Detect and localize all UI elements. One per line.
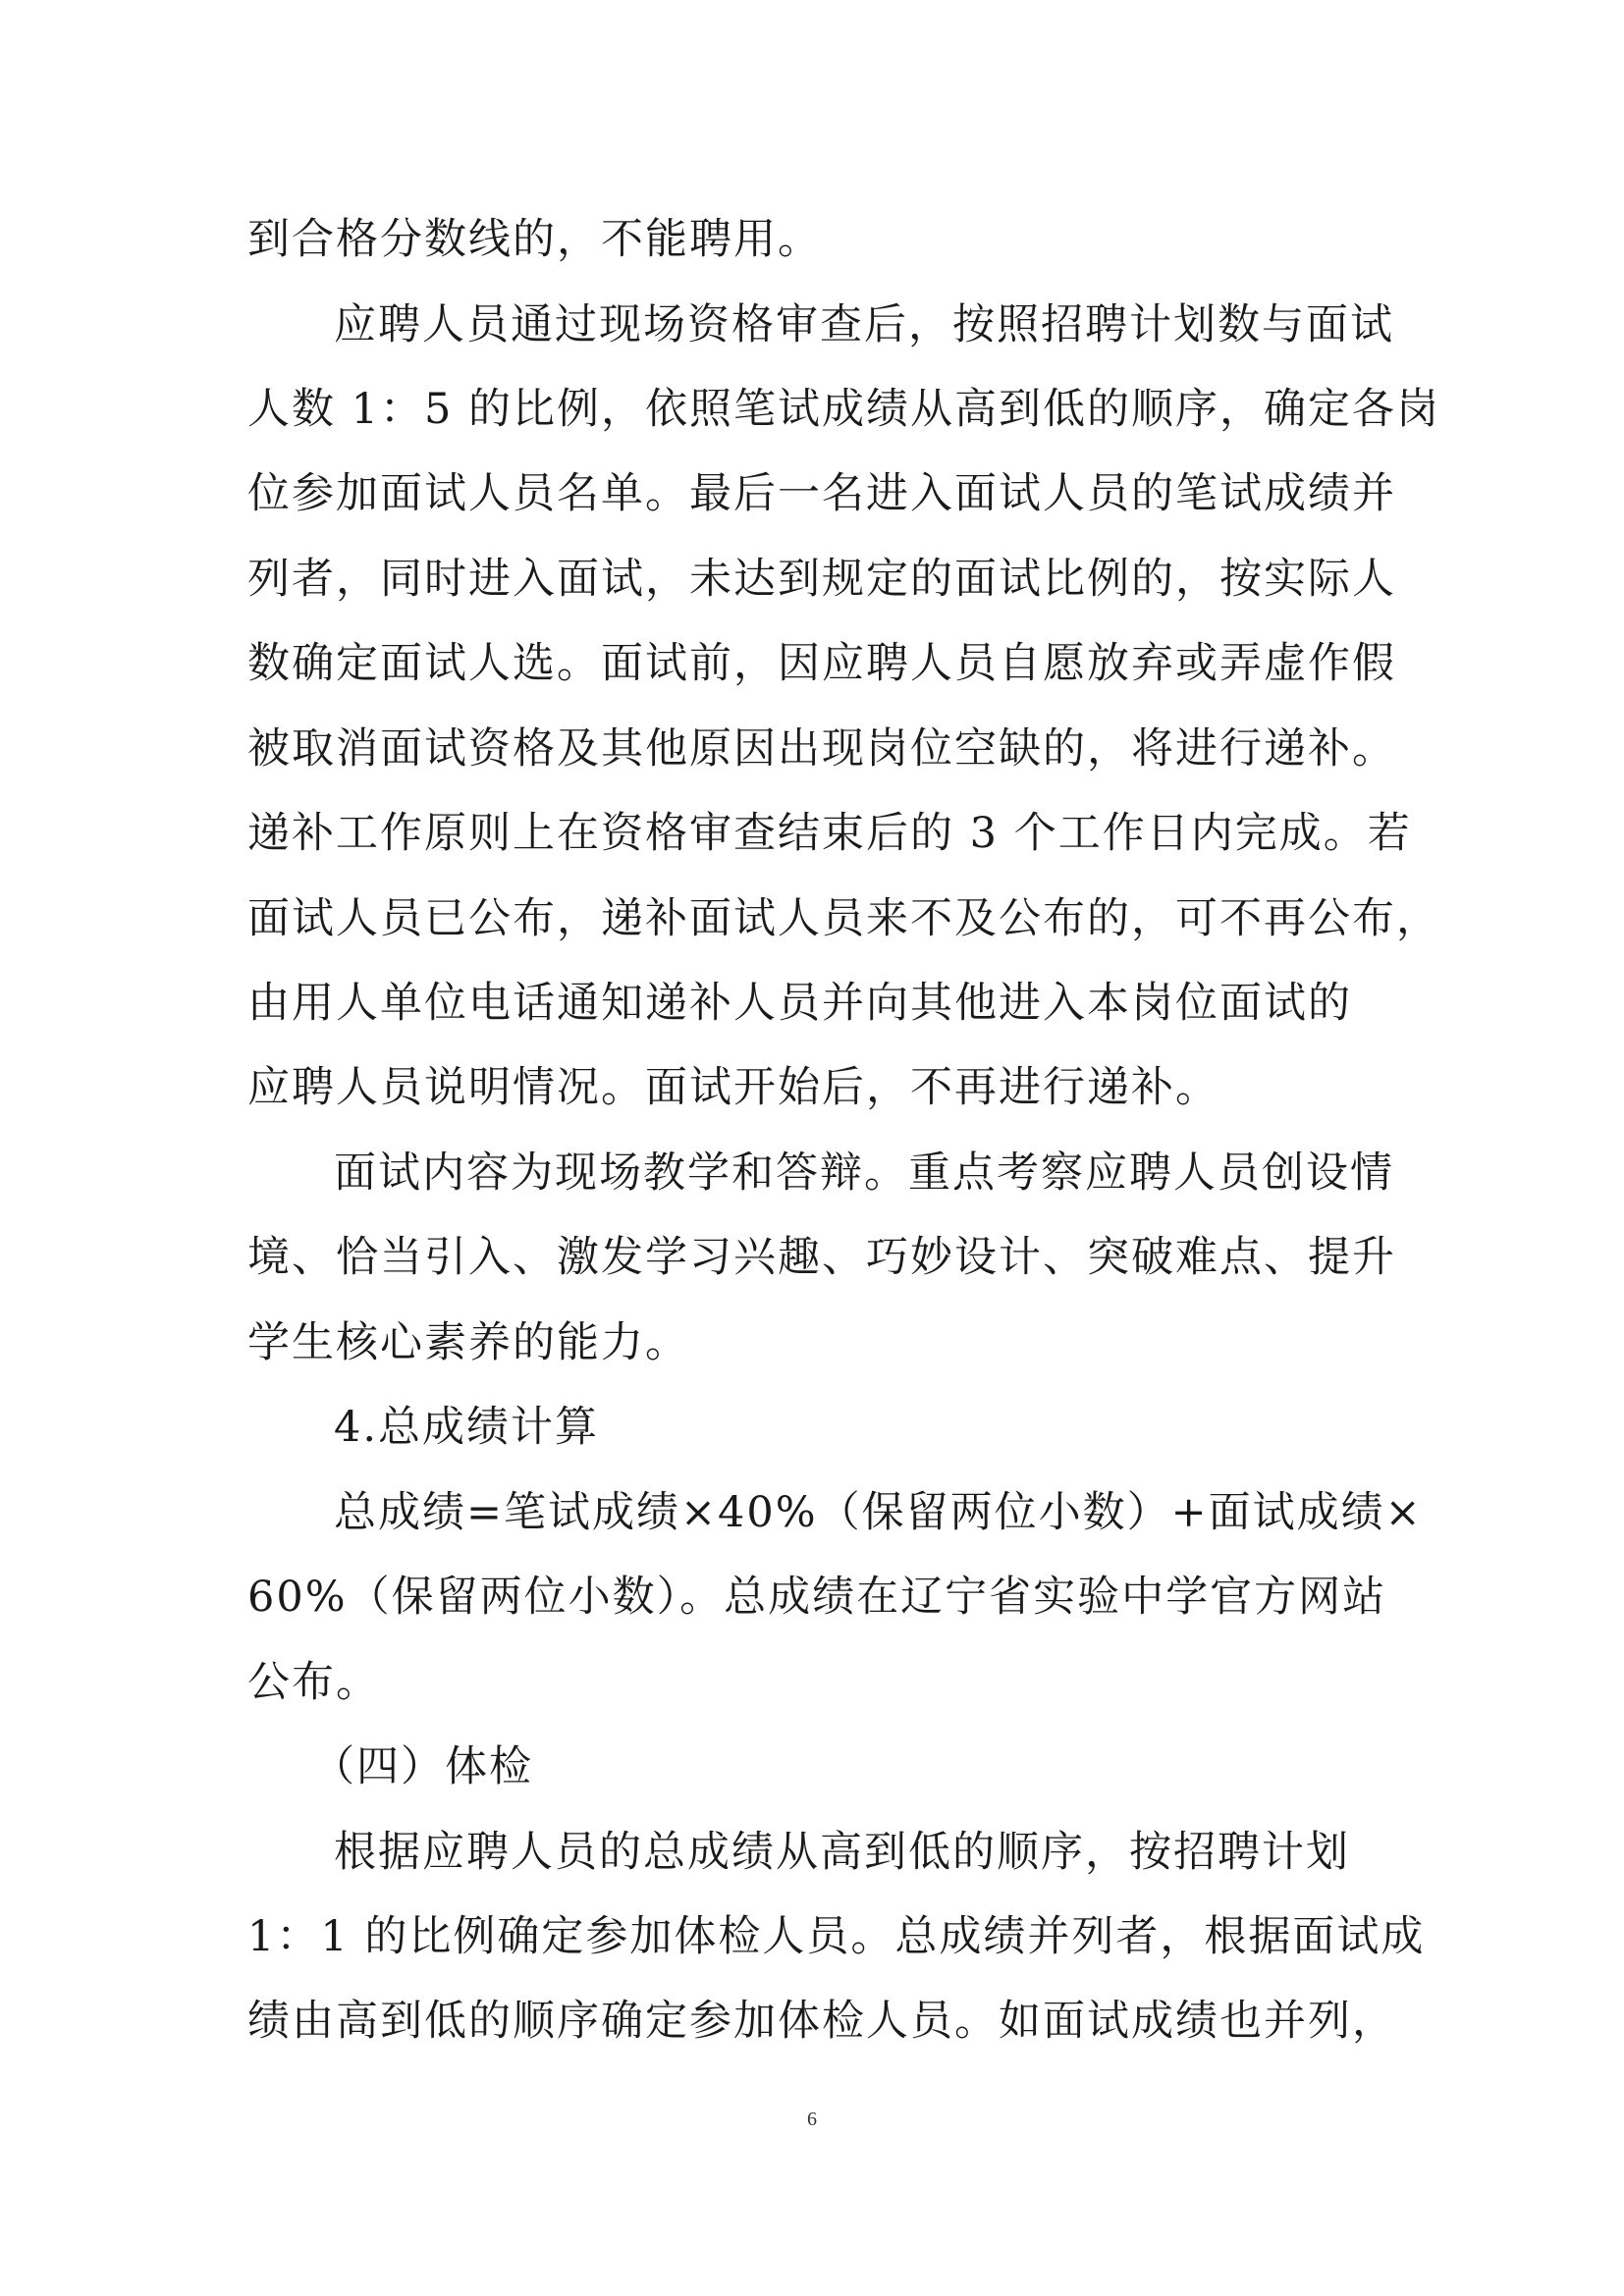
text-line: 应聘人员说明情况。面试开始后，不再进行递补。 <box>247 1063 1219 1112</box>
text-line: 数确定面试人选。面试前，因应聘人员自愿放弃或弄虚作假 <box>247 639 1396 688</box>
text-line: 到合格分数线的，不能聘用。 <box>247 215 822 264</box>
text-line: 被取消面试资格及其他原因出现岗位空缺的，将进行递补。 <box>247 724 1396 774</box>
text-line: 1：1 的比例确定参加体检人员。总成绩并列者，根据面试成 <box>247 1912 1426 1961</box>
text-line: 60%（保留两位小数）。总成绩在辽宁省实验中学官方网站 <box>247 1573 1387 1622</box>
page-number: 6 <box>807 2109 817 2130</box>
text-line: 递补工作原则上在资格审查结束后的 3 个工作日内完成。若 <box>247 809 1412 858</box>
text-line: 位参加面试人员名单。最后一名进入面试人员的笔试成绩并 <box>247 469 1396 518</box>
text-line: 列者，同时进入面试，未达到规定的面试比例的，按实际人 <box>247 555 1396 604</box>
text-line: 人数 1：5 的比例，依照笔试成绩从高到低的顺序，确定各岗 <box>247 385 1441 434</box>
text-line: 由用人单位电话通知递补人员并向其他进入本岗位面试的 <box>247 979 1352 1028</box>
text-line: 绩由高到低的顺序确定参加体检人员。如面试成绩也并列， <box>247 1997 1396 2046</box>
paragraph-start-line: 根据应聘人员的总成绩从高到低的顺序，按招聘计划 <box>334 1828 1350 1877</box>
text-line: 境、恰当引入、激发学习兴趣、巧妙设计、突破难点、提升 <box>247 1233 1396 1282</box>
section-heading: 4.总成绩计算 <box>334 1403 600 1452</box>
text-line: 公布。 <box>247 1658 380 1707</box>
section-heading: （四）体检 <box>312 1742 533 1791</box>
paragraph-start-line: 面试内容为现场教学和答辩。重点考察应聘人员创设情 <box>334 1148 1394 1198</box>
paragraph-start-line: 总成绩=笔试成绩×40%（保留两位小数）+面试成绩× <box>334 1488 1423 1537</box>
text-line: 面试人员已公布，递补面试人员来不及公布的，可不再公布， <box>247 894 1440 943</box>
paragraph-start-line: 应聘人员通过现场资格审查后，按照招聘计划数与面试 <box>334 300 1394 349</box>
text-line: 学生核心素养的能力。 <box>247 1318 689 1367</box>
